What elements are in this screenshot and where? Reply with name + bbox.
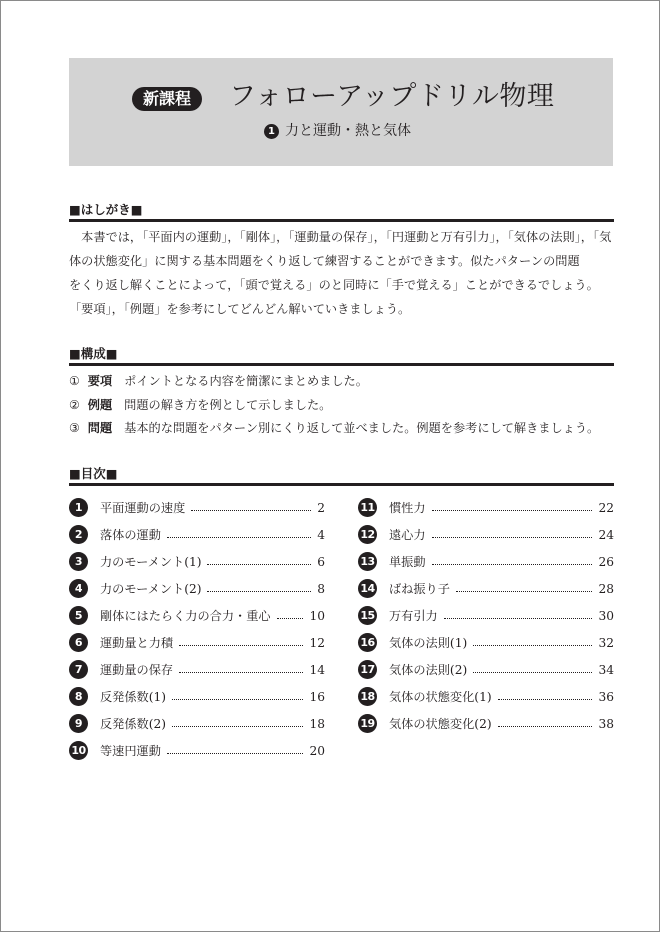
toc-entry[interactable]	[358, 710, 614, 737]
chapter-number-badge: 15	[358, 606, 377, 625]
toc-entry-title: 落体の運動	[100, 528, 161, 542]
chapter-number-badge: 8	[69, 687, 88, 706]
chapter-number-badge: 7	[69, 660, 88, 679]
toc-entry-title: 剛体にはたらく力の合力・重心	[100, 609, 271, 623]
toc-entry-title: 運動量と力積	[100, 636, 174, 650]
chapter-number-badge: 19	[358, 714, 377, 733]
toc-entry-title: ばね振り子	[389, 582, 450, 596]
curriculum-badge: 新課程	[132, 87, 202, 111]
volume-subtitle	[264, 121, 411, 141]
chapter-number-badge: 4	[69, 579, 88, 598]
chapter-number-badge: 6	[69, 633, 88, 652]
toc-entry-title: 反発係数(2)	[100, 717, 167, 731]
toc-entry[interactable]	[358, 656, 614, 683]
dot-leader	[167, 537, 311, 538]
toc-entry[interactable]	[69, 575, 325, 602]
dot-leader	[444, 618, 593, 619]
preface-line: 体の状態変化」に関する基本問題をくり返して練習することができます。似たパターンの問題	[69, 254, 580, 268]
toc-entry-title: 気体の法則(1)	[389, 636, 468, 650]
dot-leader	[473, 645, 592, 646]
title-banner	[69, 58, 613, 166]
toc-entry[interactable]	[358, 548, 614, 575]
chapter-number-badge: 2	[69, 525, 88, 544]
toc-entry-page: 24	[598, 527, 614, 542]
preface-line: をくり返し解くことによって，「頭で覚える」のと同時に「手で覚える」ことができるでしょう。	[69, 278, 599, 292]
toc-entry-page: 14	[309, 662, 325, 677]
toc-entry-title: 慣性力	[389, 501, 426, 515]
preface-heading: ■はしがき■	[69, 202, 143, 217]
toc-entry[interactable]	[69, 602, 325, 629]
structure-item	[69, 396, 629, 414]
toc-entry[interactable]	[69, 629, 325, 656]
dot-leader	[179, 672, 303, 673]
toc-entry-title: 力のモーメント(1)	[100, 555, 202, 569]
dot-leader	[172, 699, 303, 700]
chapter-number-badge: 10	[69, 741, 88, 760]
dot-leader	[456, 591, 593, 592]
toc-entry[interactable]	[69, 494, 325, 521]
structure-item-term: 問題	[87, 421, 113, 435]
dot-leader	[191, 510, 311, 511]
toc-entry-page: 26	[598, 554, 614, 569]
toc-entry[interactable]	[69, 737, 325, 764]
chapter-number-badge: 12	[358, 525, 377, 544]
chapter-number-badge: 17	[358, 660, 377, 679]
dot-leader	[207, 591, 311, 592]
structure-item	[69, 419, 629, 437]
toc-entry-title: 運動量の保存	[100, 663, 174, 677]
toc-entry-page: 16	[309, 689, 325, 704]
structure-item-desc: ポイントとなる内容を簡潔にまとめました。	[124, 374, 368, 388]
chapter-number-badge: 18	[358, 687, 377, 706]
toc-entry[interactable]	[358, 521, 614, 548]
toc-entry-title: 気体の状態変化(2)	[389, 717, 492, 731]
structure-item-number: ③	[69, 421, 80, 435]
chapter-number-badge: 5	[69, 606, 88, 625]
structure-item-term: 例題	[87, 398, 113, 412]
toc-entry[interactable]	[69, 521, 325, 548]
toc-entry-title: 力のモーメント(2)	[100, 582, 202, 596]
structure-heading: ■構成■	[69, 346, 118, 361]
dot-leader	[167, 753, 304, 754]
toc-entry-page: 2	[317, 500, 325, 515]
dot-leader	[432, 510, 593, 511]
volume-title: 力と運動・熱と気体	[285, 123, 411, 139]
toc-entry-page: 4	[317, 527, 325, 542]
chapter-number-badge: 13	[358, 552, 377, 571]
toc-entry[interactable]	[358, 683, 614, 710]
toc-entry-title: 気体の法則(2)	[389, 663, 468, 677]
toc-entry[interactable]	[69, 656, 325, 683]
chapter-number-badge: 1	[69, 498, 88, 517]
volume-number-badge: 1	[264, 124, 279, 139]
toc-entry-page: 22	[598, 500, 614, 515]
preface-line: 「要項」，「例題」を参考にしてどんどん解いていきましょう。	[69, 302, 411, 316]
structure-item	[69, 372, 629, 390]
toc-entry-title: 万有引力	[389, 609, 438, 623]
toc-entry-page: 34	[598, 662, 614, 677]
structure-item-desc: 基本的な問題をパターン別にくり返して並べました。例題を参考にして解きましょう。	[124, 421, 600, 435]
chapter-number-badge: 9	[69, 714, 88, 733]
dot-leader	[432, 537, 593, 538]
toc-entry-page: 6	[317, 554, 325, 569]
toc-entry-page: 28	[598, 581, 614, 596]
chapter-number-badge: 3	[69, 552, 88, 571]
structure-item-number: ②	[69, 398, 80, 412]
toc-entry-page: 38	[598, 716, 614, 731]
dot-leader	[207, 564, 311, 565]
toc-entry-page: 8	[317, 581, 325, 596]
toc-right-column	[358, 494, 614, 737]
toc-entry-page: 20	[309, 743, 325, 758]
toc-entry[interactable]	[69, 710, 325, 737]
dot-leader	[473, 672, 592, 673]
structure-item-desc: 問題の解き方を例として示しました。	[124, 398, 332, 412]
chapter-number-badge: 16	[358, 633, 377, 652]
preface-rule	[69, 219, 614, 222]
toc-entry-title: 反発係数(1)	[100, 690, 167, 704]
toc-entry[interactable]	[358, 602, 614, 629]
toc-entry[interactable]	[69, 683, 325, 710]
structure-rule	[69, 363, 614, 366]
dot-leader	[498, 699, 593, 700]
chapter-number-badge: 14	[358, 579, 377, 598]
toc-entry-title: 等速円運動	[100, 744, 161, 758]
toc-entry[interactable]	[358, 494, 614, 521]
chapter-number-badge: 11	[358, 498, 377, 517]
toc-entry[interactable]	[69, 548, 325, 575]
toc-entry[interactable]	[358, 575, 614, 602]
toc-entry-page: 32	[598, 635, 614, 650]
dot-leader	[179, 645, 303, 646]
toc-entry-title: 気体の状態変化(1)	[389, 690, 492, 704]
toc-entry[interactable]	[358, 629, 614, 656]
toc-heading: ■目次■	[69, 466, 118, 481]
toc-entry-page: 10	[309, 608, 325, 623]
toc-entry-title: 平面運動の速度	[100, 501, 186, 515]
toc-entry-page: 30	[598, 608, 614, 623]
toc-entry-page: 18	[309, 716, 325, 731]
structure-item-number: ①	[69, 374, 80, 388]
dot-leader	[172, 726, 303, 727]
toc-entry-title: 単振動	[389, 555, 426, 569]
dot-leader	[432, 564, 593, 565]
dot-leader	[498, 726, 593, 727]
structure-item-term: 要項	[87, 374, 113, 388]
preface-text	[69, 225, 619, 321]
toc-entry-page: 36	[598, 689, 614, 704]
toc-rule	[69, 483, 614, 486]
toc-left-column	[69, 494, 325, 764]
preface-line: 本書では，「平面内の運動」，「剛体」，「運動量の保存」，「円運動と万有引力」，「気体の法則」，「気	[69, 230, 612, 244]
book-title: フォローアップドリル物理	[229, 81, 555, 112]
toc-entry-page: 12	[309, 635, 325, 650]
dot-leader	[277, 618, 304, 619]
toc-entry-title: 遠心力	[389, 528, 426, 542]
